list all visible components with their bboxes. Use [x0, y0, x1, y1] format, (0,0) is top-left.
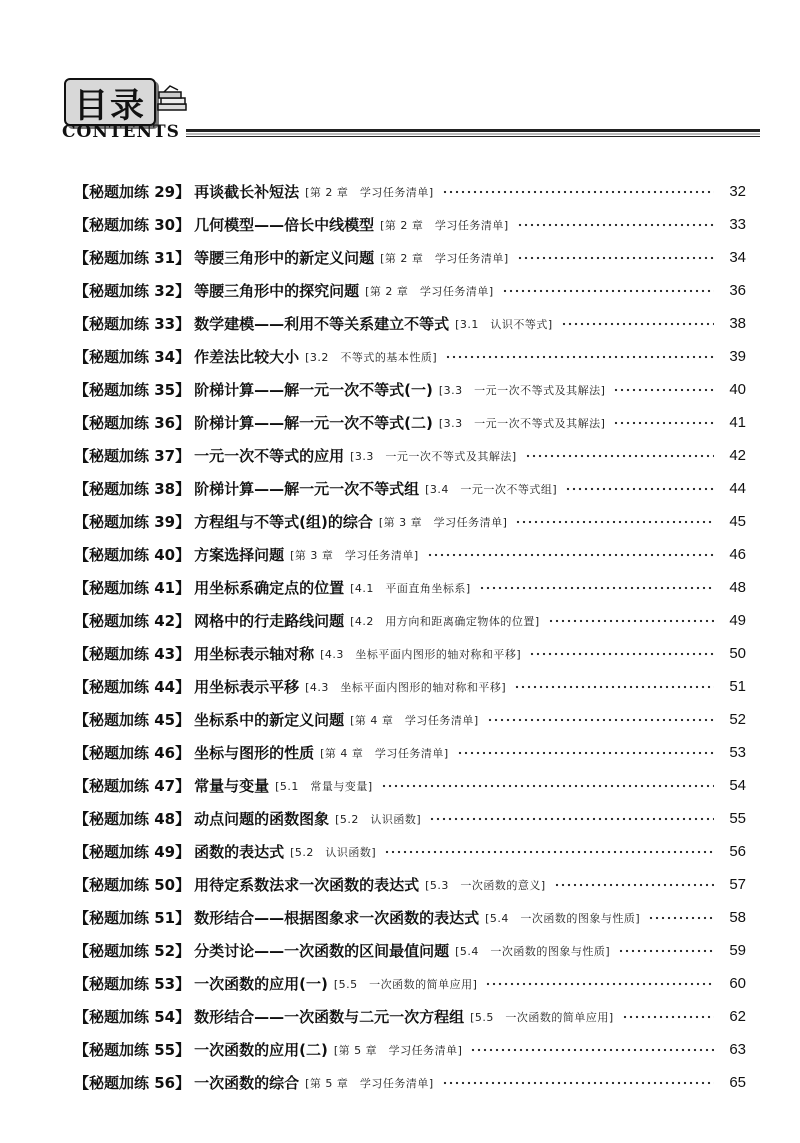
dot-leader	[618, 948, 714, 954]
entry-label: 【秘题加练 36】	[74, 414, 191, 432]
entry-chapter-ref: [5.5 一次函数的简单应用]	[333, 977, 478, 991]
toc-entry[interactable]	[74, 703, 746, 736]
dot-leader	[381, 783, 714, 789]
entry-topic: 用坐标表示轴对称	[194, 645, 315, 663]
dot-leader	[442, 1080, 714, 1086]
entry-label: 【秘题加练 33】	[74, 315, 191, 333]
toc-entry[interactable]	[74, 472, 746, 505]
entry-page-number: 36	[729, 282, 746, 299]
dot-leader	[457, 750, 714, 756]
entry-page-number: 49	[729, 612, 746, 629]
dot-leader	[485, 981, 714, 987]
entry-chapter-ref: [第 2 章 学习任务清单]	[305, 185, 434, 199]
entry-page-number: 44	[729, 480, 746, 497]
entry-topic: 几何模型——倍长中线模型	[194, 216, 375, 234]
entry-page-number: 33	[729, 216, 746, 233]
entry-chapter-ref: [5.2 认识函数]	[335, 812, 422, 826]
entry-page-number: 39	[729, 348, 746, 365]
entry-topic: 阶梯计算——解一元一次不等式(二)	[194, 414, 433, 432]
page-title: 目录	[64, 78, 156, 126]
toc-entry[interactable]	[74, 406, 746, 439]
entry-chapter-ref: [5.5 一次函数的简单应用]	[470, 1010, 614, 1024]
toc-entry[interactable]	[74, 208, 746, 241]
entry-label: 【秘题加练 51】	[74, 909, 191, 927]
entry-topic: 作差法比较大小	[194, 348, 300, 366]
entry-chapter-ref: [3.1 认识不等式]	[455, 317, 553, 331]
entry-topic: 动点问题的函数图象	[194, 810, 330, 828]
toc-entry[interactable]	[74, 967, 746, 1000]
entry-label: 【秘题加练 56】	[74, 1074, 191, 1092]
entry-label: 【秘题加练 38】	[74, 480, 191, 498]
toc-entry[interactable]	[74, 901, 746, 934]
entry-topic: 再谈截长补短法	[194, 183, 300, 201]
entry-page-number: 42	[729, 447, 746, 464]
entry-label: 【秘题加练 50】	[74, 876, 191, 894]
entry-page-number: 63	[729, 1041, 746, 1058]
entry-topic: 阶梯计算——解一元一次不等式(一)	[194, 381, 433, 399]
entry-chapter-ref: [第 2 章 学习任务清单]	[365, 284, 494, 298]
entry-chapter-ref: [第 5 章 学习任务清单]	[333, 1043, 463, 1057]
toc-entry[interactable]	[74, 538, 746, 571]
toc-entry[interactable]	[74, 670, 746, 703]
dot-leader	[517, 255, 714, 261]
entry-chapter-ref: [3.3 一元一次不等式及其解法]	[438, 416, 606, 430]
dot-leader	[529, 651, 714, 657]
entry-chapter-ref: [5.4 一次函数的图象与性质]	[455, 944, 611, 958]
toc-entry[interactable]	[74, 934, 746, 967]
entry-page-number: 40	[729, 381, 746, 398]
entry-label: 【秘题加练 48】	[74, 810, 191, 828]
entry-label: 【秘题加练 44】	[74, 678, 191, 696]
toc-entry[interactable]	[74, 373, 746, 406]
entry-chapter-ref: [第 4 章 学习任务清单]	[320, 746, 449, 760]
toc-entry[interactable]	[74, 1033, 746, 1066]
dot-leader	[384, 849, 714, 855]
dot-leader	[648, 915, 714, 921]
entry-label: 【秘题加练 31】	[74, 249, 191, 267]
entry-page-number: 56	[729, 843, 746, 860]
entry-chapter-ref: [5.1 常量与变量]	[275, 779, 373, 793]
toc-entry[interactable]	[74, 637, 746, 670]
toc-entry[interactable]	[74, 340, 746, 373]
entry-topic: 坐标系中的新定义问题	[194, 711, 345, 729]
dot-leader	[470, 1047, 714, 1053]
entry-page-number: 62	[729, 1008, 746, 1025]
entry-label: 【秘题加练 55】	[74, 1041, 191, 1059]
entry-label: 【秘题加练 32】	[74, 282, 191, 300]
entry-topic: 数学建模——利用不等关系建立不等式	[194, 315, 450, 333]
entry-chapter-ref: [第 4 章 学习任务清单]	[350, 713, 479, 727]
entry-chapter-ref: [5.2 认识函数]	[290, 845, 377, 859]
dot-leader	[548, 618, 714, 624]
entry-topic: 常量与变量	[194, 777, 270, 795]
entry-page-number: 46	[729, 546, 746, 563]
entry-page-number: 48	[729, 579, 746, 596]
toc-entry[interactable]	[74, 868, 746, 901]
entry-page-number: 54	[729, 777, 746, 794]
entry-page-number: 53	[729, 744, 746, 761]
dot-leader	[554, 882, 714, 888]
entry-topic: 网格中的行走路线问题	[194, 612, 345, 630]
dot-leader	[613, 387, 714, 393]
toc-entry[interactable]	[74, 571, 746, 604]
entry-label: 【秘题加练 41】	[74, 579, 191, 597]
entry-label: 【秘题加练 35】	[74, 381, 191, 399]
entry-topic: 等腰三角形中的新定义问题	[194, 249, 375, 267]
entry-topic: 数形结合——一次函数与二元一次方程组	[194, 1008, 465, 1026]
toc-list	[74, 175, 746, 1099]
entry-chapter-ref: [3.4 一元一次不等式组]	[425, 482, 558, 496]
toc-entry[interactable]	[74, 1066, 746, 1099]
entry-chapter-ref: [4.2 用方向和距离确定物体的位置]	[350, 614, 540, 628]
entry-label: 【秘题加练 34】	[74, 348, 191, 366]
entry-chapter-ref: [第 3 章 学习任务清单]	[378, 515, 508, 529]
entry-chapter-ref: [第 2 章 学习任务清单]	[380, 251, 509, 265]
entry-chapter-ref: [第 3 章 学习任务清单]	[290, 548, 419, 562]
entry-topic: 一元一次不等式的应用	[194, 447, 345, 465]
toc-header	[60, 74, 760, 144]
contents-label: CONTENTS	[62, 122, 180, 142]
dot-leader	[565, 486, 714, 492]
toc-entry[interactable]	[74, 769, 746, 802]
toc-entry[interactable]	[74, 505, 746, 538]
entry-topic: 用待定系数法求一次函数的表达式	[194, 876, 420, 894]
entry-label: 【秘题加练 47】	[74, 777, 191, 795]
entry-topic: 用坐标表示平移	[194, 678, 300, 696]
dot-leader	[427, 552, 714, 558]
entry-topic: 用坐标系确定点的位置	[194, 579, 345, 597]
entry-label: 【秘题加练 53】	[74, 975, 191, 993]
books-icon	[156, 84, 190, 114]
dot-leader	[525, 453, 714, 459]
toc-entry[interactable]	[74, 439, 746, 472]
dot-leader	[561, 321, 714, 327]
entry-page-number: 51	[729, 678, 746, 695]
entry-label: 【秘题加练 52】	[74, 942, 191, 960]
entry-label: 【秘题加练 42】	[74, 612, 191, 630]
toc-entry[interactable]	[74, 241, 746, 274]
toc-entry[interactable]	[74, 604, 746, 637]
entry-page-number: 60	[729, 975, 746, 992]
dot-leader	[622, 1014, 714, 1020]
entry-topic: 一次函数的综合	[194, 1074, 300, 1092]
entry-topic: 一次函数的应用(一)	[194, 975, 328, 993]
entry-chapter-ref: [5.4 一次函数的图象与性质]	[485, 911, 641, 925]
entry-label: 【秘题加练 43】	[74, 645, 191, 663]
entry-topic: 方程组与不等式(组)的综合	[194, 513, 373, 531]
entry-label: 【秘题加练 49】	[74, 843, 191, 861]
entry-chapter-ref: [第 2 章 学习任务清单]	[380, 218, 509, 232]
dot-leader	[502, 288, 714, 294]
entry-label: 【秘题加练 29】	[74, 183, 191, 201]
dot-leader	[479, 585, 714, 591]
entry-chapter-ref: [5.3 一次函数的意义]	[425, 878, 546, 892]
entry-topic: 函数的表达式	[194, 843, 285, 861]
toc-entry[interactable]	[74, 175, 746, 208]
entry-chapter-ref: [第 5 章 学习任务清单]	[305, 1076, 434, 1090]
entry-label: 【秘题加练 30】	[74, 216, 191, 234]
entry-page-number: 45	[729, 513, 746, 530]
entry-topic: 分类讨论——一次函数的区间最值问题	[194, 942, 450, 960]
entry-label: 【秘题加练 46】	[74, 744, 191, 762]
toc-entry[interactable]	[74, 835, 746, 868]
entry-page-number: 38	[729, 315, 746, 332]
entry-label: 【秘题加练 45】	[74, 711, 191, 729]
entry-topic: 等腰三角形中的探究问题	[194, 282, 360, 300]
header-divider	[186, 129, 760, 137]
toc-entry[interactable]	[74, 307, 746, 340]
entry-chapter-ref: [4.3 坐标平面内图形的轴对称和平移]	[320, 647, 522, 661]
entry-label: 【秘题加练 54】	[74, 1008, 191, 1026]
dot-leader	[429, 816, 714, 822]
toc-entry[interactable]	[74, 274, 746, 307]
toc-entry[interactable]	[74, 1000, 746, 1033]
entry-page-number: 41	[729, 414, 746, 431]
entry-chapter-ref: [3.2 不等式的基本性质]	[305, 350, 438, 364]
entry-page-number: 55	[729, 810, 746, 827]
entry-label: 【秘题加练 39】	[74, 513, 191, 531]
dot-leader	[514, 684, 714, 690]
dot-leader	[445, 354, 714, 360]
entry-page-number: 59	[729, 942, 746, 959]
dot-leader	[487, 717, 714, 723]
entry-page-number: 32	[729, 183, 746, 200]
entry-label: 【秘题加练 40】	[74, 546, 191, 564]
entry-page-number: 57	[729, 876, 746, 893]
entry-page-number: 52	[729, 711, 746, 728]
entry-topic: 坐标与图形的性质	[194, 744, 315, 762]
toc-entry[interactable]	[74, 802, 746, 835]
entry-chapter-ref: [4.1 平面直角坐标系]	[350, 581, 471, 595]
toc-entry[interactable]	[74, 736, 746, 769]
dot-leader	[515, 519, 714, 525]
entry-page-number: 50	[729, 645, 746, 662]
entry-chapter-ref: [3.3 一元一次不等式及其解法]	[350, 449, 517, 463]
entry-page-number: 65	[729, 1074, 746, 1091]
entry-topic: 一次函数的应用(二)	[194, 1041, 328, 1059]
entry-chapter-ref: [3.3 一元一次不等式及其解法]	[438, 383, 606, 397]
entry-page-number: 58	[729, 909, 746, 926]
entry-chapter-ref: [4.3 坐标平面内图形的轴对称和平移]	[305, 680, 507, 694]
dot-leader	[517, 222, 714, 228]
entry-page-number: 34	[729, 249, 746, 266]
entry-topic: 阶梯计算——解一元一次不等式组	[194, 480, 420, 498]
entry-topic: 数形结合——根据图象求一次函数的表达式	[194, 909, 480, 927]
dot-leader	[613, 420, 714, 426]
entry-topic: 方案选择问题	[194, 546, 285, 564]
dot-leader	[442, 189, 714, 195]
entry-label: 【秘题加练 37】	[74, 447, 191, 465]
